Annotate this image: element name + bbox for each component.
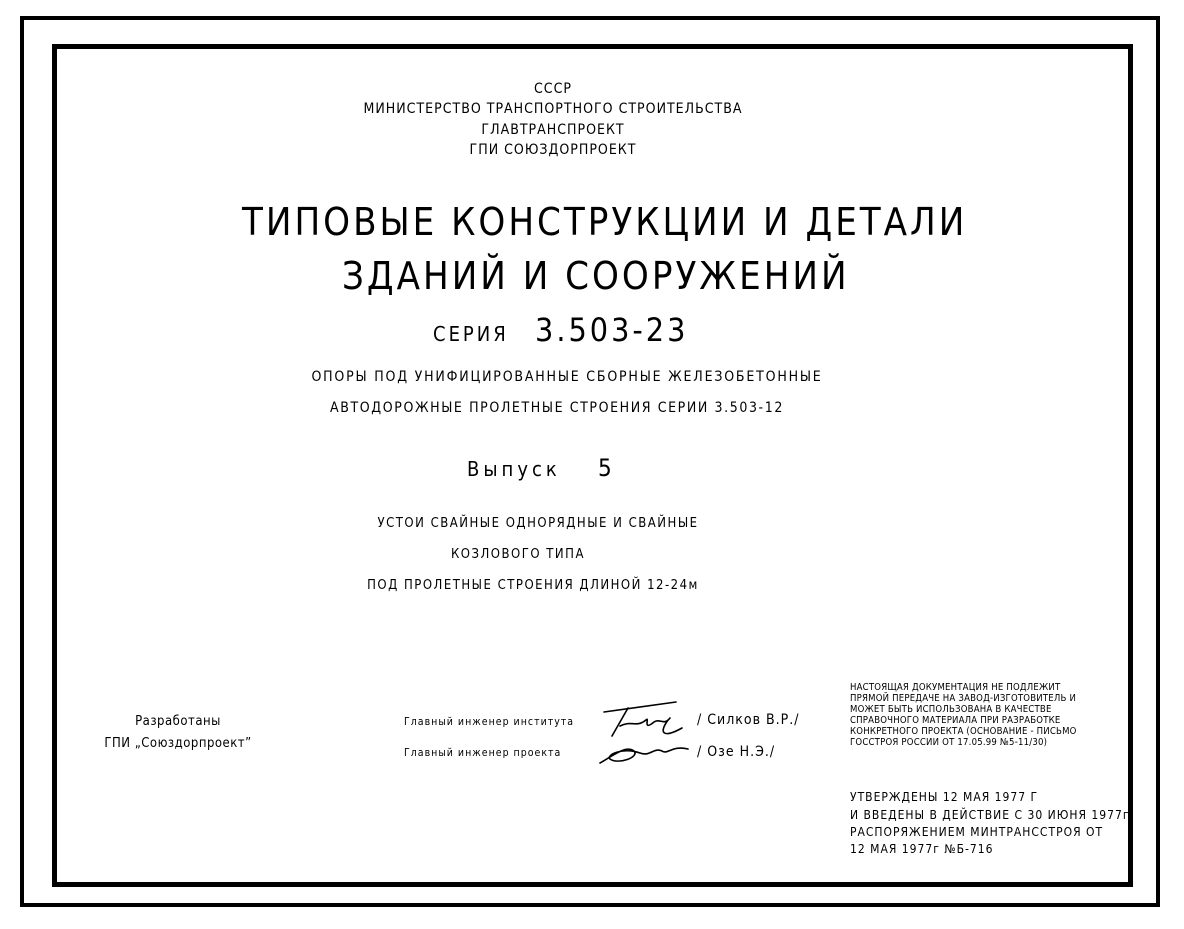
approval-line-3: РАСПОРЯЖЕНИЕМ МИНТРАНССТРОЯ ОТ	[850, 825, 1104, 839]
notice-line-2: ПРЯМОЙ ПЕРЕДАЧЕ НА ЗАВОД-ИЗГОТОВИТЕЛЬ И	[850, 693, 1077, 704]
description-line-3: ПОД ПРОЛЕТНЫЕ СТРОЕНИЯ ДЛИНОЙ 12-24м	[367, 578, 699, 593]
notice-line-4: СПРАВОЧНОГО МАТЕРИАЛА ПРИ РАЗРАБОТКЕ	[850, 715, 1061, 726]
issue-label: Выпуск	[467, 457, 561, 481]
notice-line-5: КОНКРЕТНОГО ПРОЕКТА (ОСНОВАНИЕ - ПИСЬМО	[850, 726, 1077, 737]
subtitle-line-1: ОПОРЫ ПОД УНИФИЦИРОВАННЫЕ СБОРНЫЕ ЖЕЛЕЗОБЕТОННЫЕ	[311, 369, 823, 385]
series-label: СЕРИЯ	[433, 322, 509, 346]
series-number: 3.503-23	[535, 311, 689, 349]
signature-name-institute: / Силков В.Р./	[697, 712, 800, 728]
title-line-1: ТИПОВЫЕ КОНСТРУКЦИИ И ДЕТАЛИ	[242, 200, 968, 244]
signature-mark-institute	[598, 698, 688, 740]
subtitle-line-2: АВТОДОРОЖНЫЕ ПРОЛЕТНЫЕ СТРОЕНИЯ СЕРИИ 3.503-12	[330, 400, 784, 416]
approval-line-4: 12 МАЯ 1977г №Б-716	[850, 842, 994, 856]
approval-line-1: УТВЕРЖДЕНЫ 12 МАЯ 1977 Г	[850, 790, 1039, 804]
header-country: СССР	[534, 81, 572, 97]
description-line-2: КОЗЛОВОГО ТИПА	[451, 547, 585, 562]
header-department: ГЛАВТРАНСПРОЕКТ	[481, 122, 625, 138]
signature-role-institute: Главный инженер института	[404, 716, 575, 728]
developer-label: Разработаны	[135, 714, 221, 729]
issue-number: 5	[598, 454, 612, 482]
signature-role-project: Главный инженер проекта	[404, 747, 562, 759]
notice-line-1: НАСТОЯЩАЯ ДОКУМЕНТАЦИЯ НЕ ПОДЛЕЖИТ	[850, 682, 1061, 693]
notice-line-3: МОЖЕТ БЫТЬ ИСПОЛЬЗОВАНА В КАЧЕСТВЕ	[850, 704, 1052, 715]
header-ministry: МИНИСТЕРСТВО ТРАНСПОРТНОГО СТРОИТЕЛЬСТВА	[363, 101, 743, 117]
signature-mark-project	[596, 737, 692, 771]
description-line-1: УСТОИ СВАЙНЫЕ ОДНОРЯДНЫЕ И СВАЙНЫЕ	[377, 516, 699, 531]
developer-name: ГПИ „Союздорпроект”	[104, 736, 252, 751]
signature-name-project: / Озе Н.Э./	[697, 744, 776, 760]
inner-frame	[52, 44, 1133, 887]
title-line-2: ЗДАНИЙ И СООРУЖЕНИЙ	[342, 254, 850, 298]
notice-line-6: ГОССТРОЯ РОССИИ ОТ 17.05.99 №5-11/30)	[850, 737, 1048, 748]
approval-line-2: И ВВЕДЕНЫ В ДЕЙСТВИЕ С 30 ИЮНЯ 1977г	[850, 808, 1130, 822]
header-institute: ГПИ СОЮЗДОРПРОЕКТ	[469, 142, 637, 158]
